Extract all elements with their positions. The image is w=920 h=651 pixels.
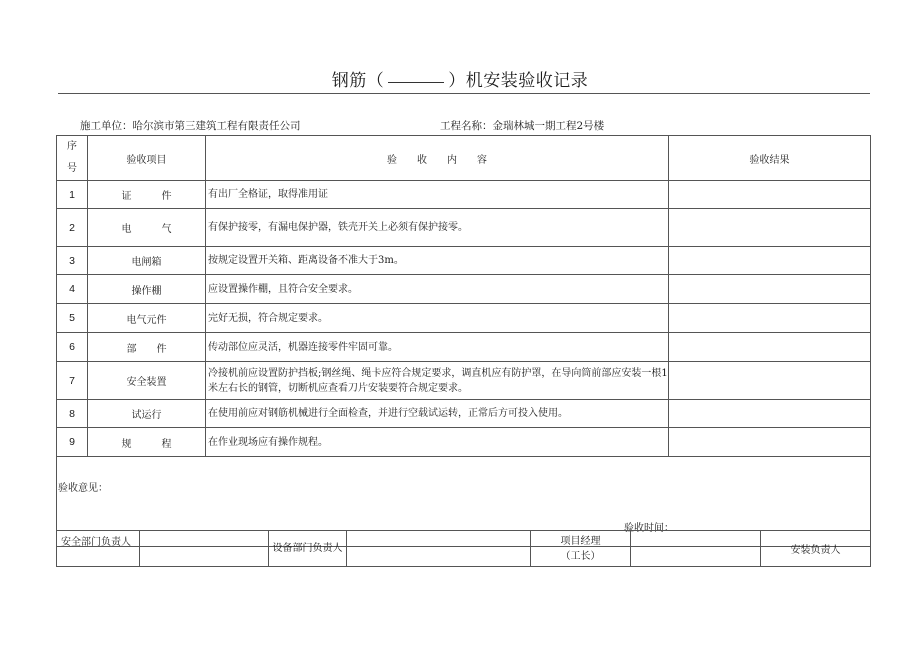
row-item: 安全装置 <box>88 362 206 400</box>
row-content: 有保护接零，有漏电保护器，铁壳开关上必须有保护接零。 <box>206 209 669 247</box>
row-content: 冷接机前应设置防护挡板;钢丝绳、绳卡应符合规定要求，调直机应有防护罩，在导向筒前部应安装一根1米左右长的钢管，切断机应查看刀片安装要符合规定要求。 <box>206 362 669 400</box>
row-item: 试运行 <box>88 400 206 428</box>
title-underline <box>58 93 870 94</box>
header-content: 验 收 内 容 <box>206 136 669 181</box>
row-content: 有出厂全格证，取得准用证 <box>206 181 669 209</box>
row-number: 5 <box>57 304 88 333</box>
project-manager-signature <box>631 531 761 567</box>
table-row <box>57 304 871 333</box>
inspection-table <box>56 135 871 547</box>
row-number: 9 <box>57 428 88 457</box>
project-manager-label <box>531 531 631 567</box>
row-result <box>669 275 871 304</box>
header-seq-line1: 序 <box>67 141 77 152</box>
row-content: 在使用前应对钢筋机械进行全面检查，并进行空载试运转，正常后方可投入使用。 <box>206 400 669 428</box>
header-item: 验收项目 <box>88 136 206 181</box>
row-item: 电 气 <box>88 209 206 247</box>
row-content: 传动部位应灵活，机器连接零件牢固可靠。 <box>206 333 669 362</box>
row-result <box>669 400 871 428</box>
install-lead-label: 安装负责人 <box>761 531 871 567</box>
table-row <box>57 181 871 209</box>
opinion-label: 验收意见： <box>58 483 108 494</box>
table-header-row <box>57 136 871 181</box>
row-content: 在作业现场应有操作规程。 <box>206 428 669 457</box>
row-result <box>669 362 871 400</box>
project-name: 工程名称：金瑞林城一期工程2号楼 <box>440 120 605 132</box>
row-content: 完好无损，符合规定要求。 <box>206 304 669 333</box>
row-result <box>669 333 871 362</box>
row-item: 规 程 <box>88 428 206 457</box>
inspection-time-label: 验收时间： <box>624 523 674 534</box>
construction-unit: 施工单位：哈尔滨市第三建筑工程有限责任公司 <box>80 120 301 132</box>
row-item: 部 件 <box>88 333 206 362</box>
row-content: 应设置操作棚，且符合安全要求。 <box>206 275 669 304</box>
row-item: 证 件 <box>88 181 206 209</box>
project-manager-line2: （工长） <box>560 550 601 562</box>
header-seq <box>57 136 88 181</box>
equipment-lead-label: 设备部门负责人 <box>269 531 347 567</box>
row-item: 操作棚 <box>88 275 206 304</box>
row-result <box>669 304 871 333</box>
row-item: 电气元件 <box>88 304 206 333</box>
title-blank-line <box>388 81 444 83</box>
table-row <box>57 428 871 457</box>
row-number: 8 <box>57 400 88 428</box>
table-row <box>57 247 871 275</box>
table-row <box>57 362 871 400</box>
equipment-lead-signature <box>347 531 531 567</box>
safety-lead-signature <box>140 531 269 567</box>
project-manager-line1: 项目经理 <box>560 535 601 547</box>
row-number: 7 <box>57 362 88 400</box>
row-number: 3 <box>57 247 88 275</box>
row-result <box>669 209 871 247</box>
row-result <box>669 428 871 457</box>
table-row <box>57 209 871 247</box>
row-number: 4 <box>57 275 88 304</box>
header-result: 验收结果 <box>669 136 871 181</box>
row-result <box>669 181 871 209</box>
title-prefix: 钢筋（ <box>331 71 385 91</box>
table-row <box>57 333 871 362</box>
row-number: 6 <box>57 333 88 362</box>
table-row <box>57 400 871 428</box>
row-result <box>669 247 871 275</box>
title-suffix: ）机安装验收记录 <box>448 71 589 91</box>
signature-table <box>56 530 871 567</box>
signature-row <box>57 531 871 567</box>
row-content: 按规定设置开关箱、距离设备不准大于3m。 <box>206 247 669 275</box>
row-number: 1 <box>57 181 88 209</box>
page-title <box>0 66 920 91</box>
row-item: 电闸箱 <box>88 247 206 275</box>
safety-lead-label: 安全部门负责人 <box>57 531 140 567</box>
table-row <box>57 275 871 304</box>
row-number: 2 <box>57 209 88 247</box>
header-seq-line2: 号 <box>67 163 77 174</box>
